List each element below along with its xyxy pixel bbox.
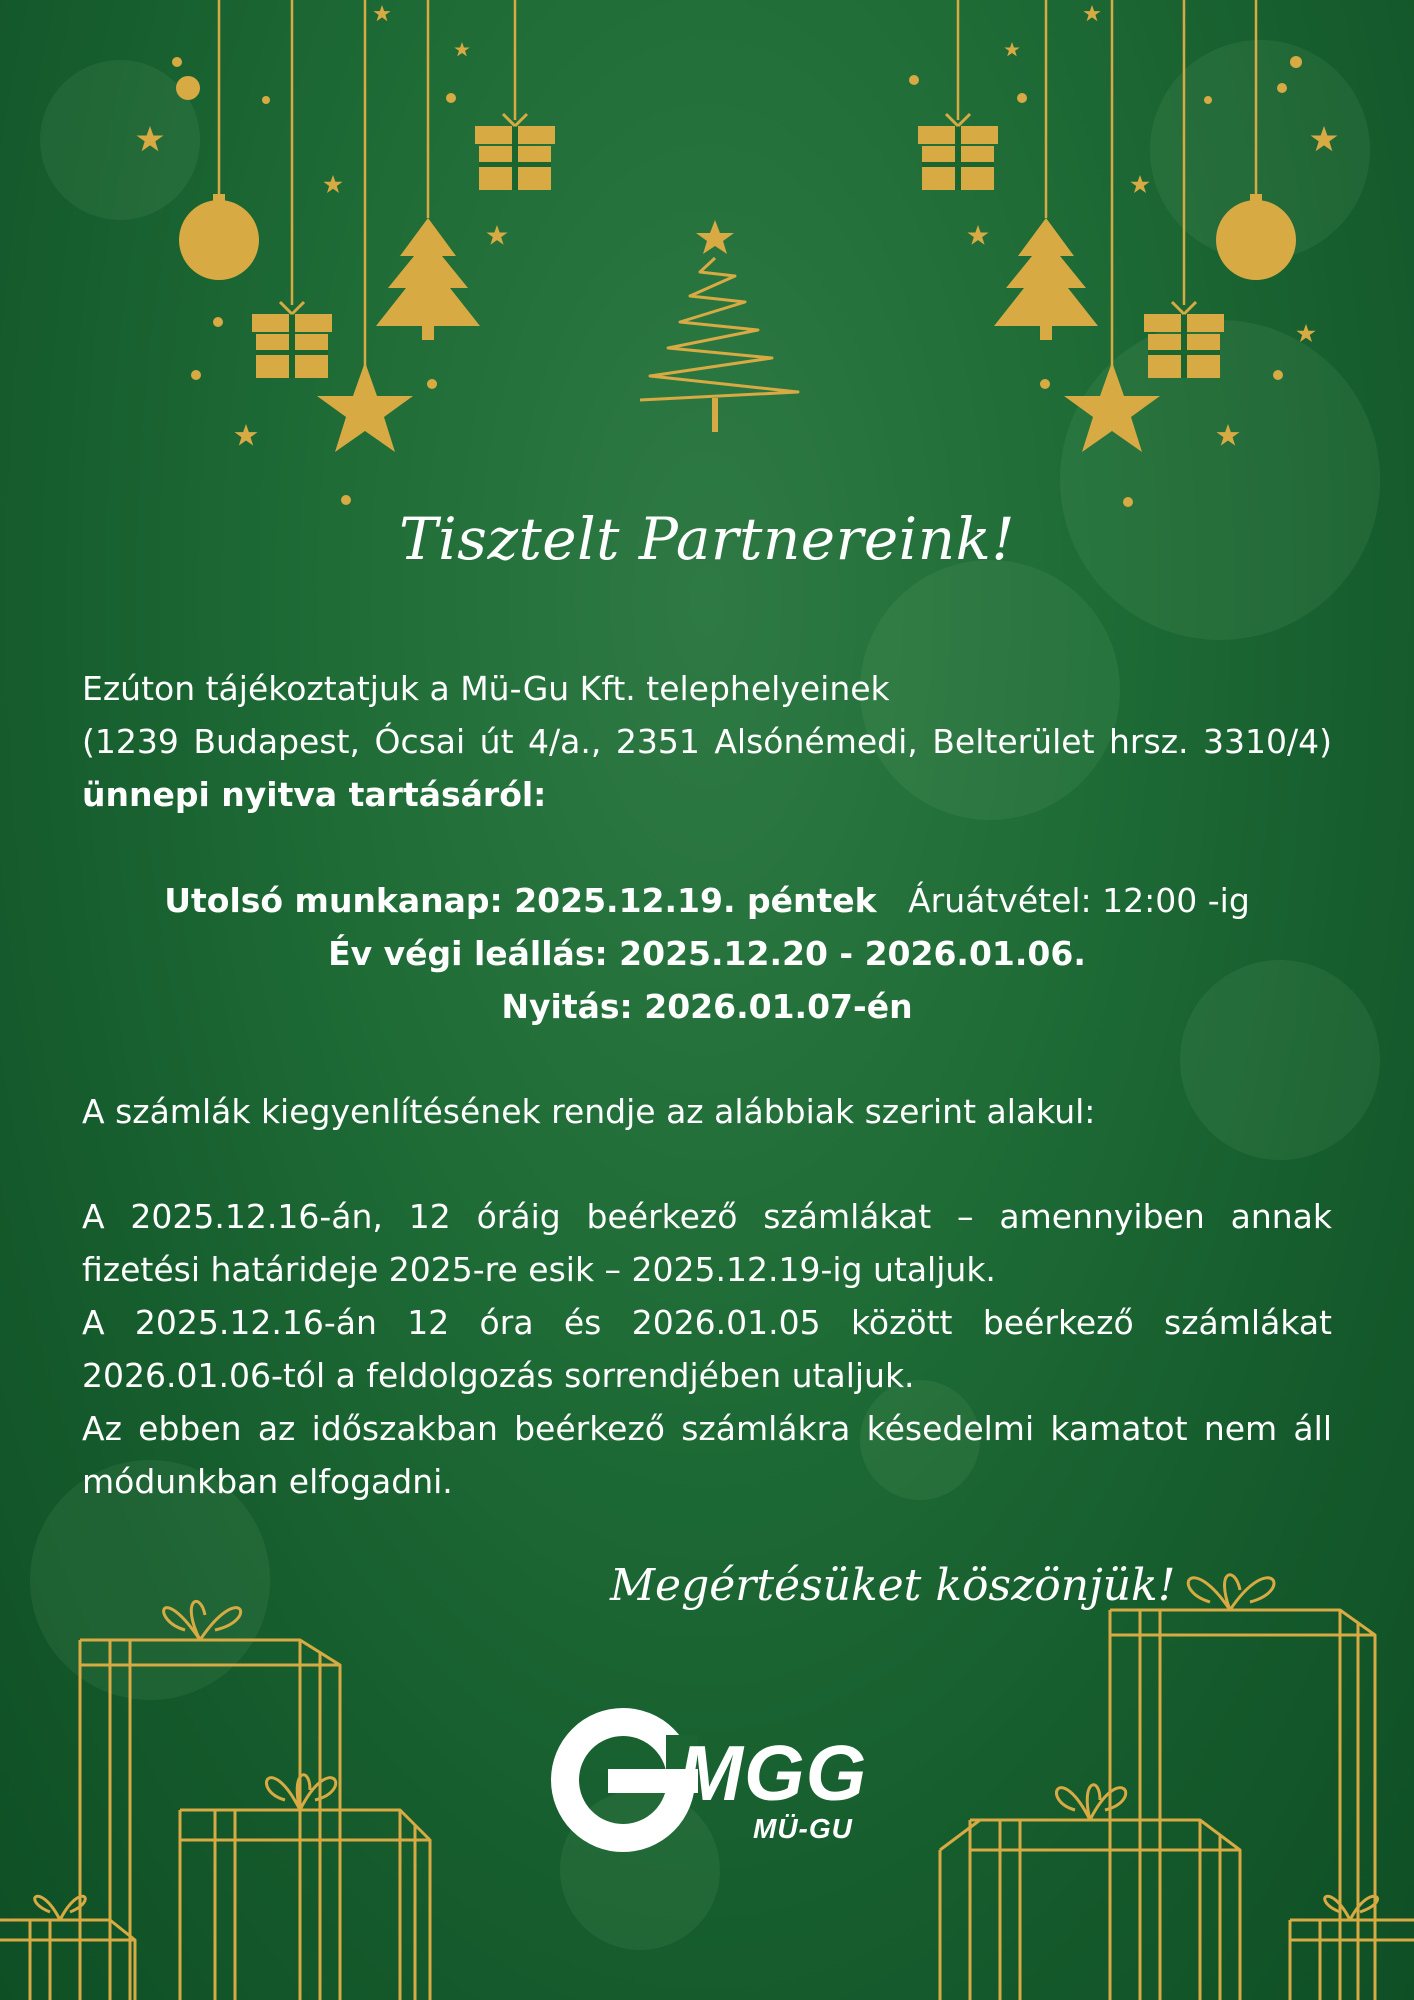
shutdown-period: Év végi leállás: 2025.12.20 - 2026.01.06. <box>328 934 1086 973</box>
gift-ornament-icon <box>918 114 998 190</box>
ball-ornament-right-icon <box>1216 194 1296 280</box>
gift-ornament-icon <box>1144 302 1224 378</box>
intro-line-1: Ezúton tájékoztatjuk a Mü-Gu Kft. telephelyeinek <box>82 669 890 708</box>
settlement-paragraph-2: A 2025.12.16-án 12 óra és 2026.01.05 között beérkező számlákat 2026.01.06-tól a feldolgozás sorrendjében utaljuk. <box>82 1303 1332 1395</box>
intro-paragraph <box>82 662 1332 821</box>
settlement-paragraph-1: A 2025.12.16-án, 12 óráig beérkező számlákat – amennyiben annak fizetési határideje 2025-re esik – 2025.12.19-ig utaljuk. <box>82 1197 1332 1289</box>
opening-date: Nyitás: 2026.01.07-én <box>501 987 913 1026</box>
logo-mark-icon <box>548 1705 698 1855</box>
greeting-title: Tisztelt Partnereink! <box>398 505 1016 573</box>
tree-ornament-icon <box>994 218 1098 340</box>
settlement-rules <box>82 1190 1332 1508</box>
gift-ornament-icon <box>252 302 332 378</box>
small-stars-icon <box>137 5 1338 446</box>
spiral-tree-icon <box>640 220 798 432</box>
settlement-intro: A számlák kiegyenlítésének rendje az alábbiak szerint alakul: <box>82 1092 1096 1131</box>
settlement-paragraph-3: Az ebben az időszakban beérkező számlákra késedelmi kamatot nem áll módunkban elfogadni. <box>82 1409 1332 1501</box>
gift-stack-left-icon <box>0 1601 430 2000</box>
gift-stack-right-icon <box>940 1575 1414 2000</box>
ornament-strings <box>219 0 1256 380</box>
star-ornament-icon <box>317 362 413 452</box>
goods-receipt: Áruátvétel: 12:00 -ig <box>908 881 1250 920</box>
last-workday-line <box>82 874 1332 927</box>
gift-ornament-icon <box>475 114 555 190</box>
tree-ornament-icon <box>376 218 480 340</box>
holiday-dates <box>82 874 1332 1033</box>
hanging-ornaments <box>0 0 1414 520</box>
last-workday: Utolsó munkanap: 2025.12.19. péntek <box>164 881 877 920</box>
intro-line-2: (1239 Budapest, Ócsai út 4/a., 2351 Alsónémedi, Belterület hrsz. 3310/4) <box>82 722 1332 761</box>
intro-emphasis: ünnepi nyitva tartásáról: <box>82 775 547 814</box>
star-ornament-icon <box>1064 362 1160 452</box>
closing-thanks: Megértésüket köszönjük! <box>610 1560 1176 1611</box>
logo-wordmark: MGG <box>678 1729 868 1817</box>
ball-ornament-left-icon <box>179 194 259 280</box>
logo-subtitle: MÜ-GU <box>753 1813 853 1844</box>
mgg-logo <box>548 1705 888 1855</box>
